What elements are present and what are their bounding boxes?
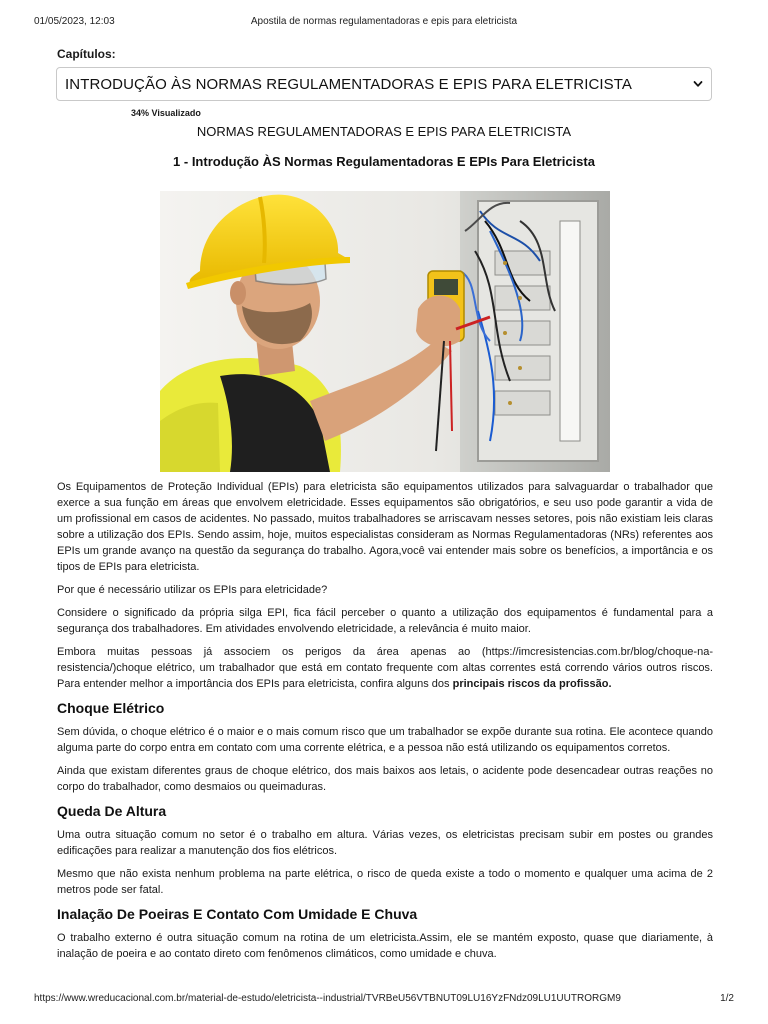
heading-queda-de-altura: Queda De Altura bbox=[57, 803, 167, 819]
paragraph-choque-1: Sem dúvida, o choque elétrico é o maior e o mais comum risco que um trabalhador se expõe durante sua rotina. Ele acontece quando alguma parte do corpo entra em contato com uma corrente elétrica, e a pessoa não está utilizando os equipamentos corretos. bbox=[57, 726, 713, 754]
print-footer bbox=[34, 993, 734, 1007]
paragraph-epi-meaning: Considere o significado da própria silga EPI, fica fácil perceber o quanto a utilização dos equipamentos é fundamental para a segurança dos trabalhadores. Em atividades envolvendo eletricidade, a relevância é muito maior. bbox=[57, 607, 713, 635]
article-content bbox=[57, 479, 713, 969]
lesson-title: 1 - Introdução ÀS Normas Regulamentadoras E EPIs Para Eletricista bbox=[173, 154, 595, 169]
main-risks-emphasis: principais riscos da profissão. bbox=[452, 678, 612, 690]
electrician-with-multimeter-image bbox=[160, 191, 610, 472]
chapter-select[interactable] bbox=[56, 67, 712, 101]
course-title: NORMAS REGULAMENTADORAS E EPIS PARA ELETRICISTA bbox=[196, 124, 572, 139]
chevron-down-icon bbox=[693, 79, 703, 89]
print-datetime: 01/05/2023, 12:03 bbox=[34, 16, 115, 27]
paragraph-risks-text: Embora muitas pessoas já associem os perigos da área apenas ao (https://imcresistencias.com.br/blog/choque-na-resistencia/)choque elétrico, um trabalhador que está em contato frequente com altas correntes está correndo vários outros riscos. Para entender melhor a importância dos EPIs para eletricista, confira alguns dos bbox=[57, 646, 713, 690]
paragraph-risks bbox=[57, 644, 713, 692]
print-url: https://www.wreducacional.com.br/material-de-estudo/eletricista--industrial/TVRBeU56VTBNUT09LU16YzFNdz09LU1UUTRORGM9 bbox=[34, 993, 621, 1004]
paragraph-choque-2: Ainda que existam diferentes graus de choque elétrico, dos mais baixos aos letais, o acidente pode desencadear outras reações no corpo do trabalhador, como desmaios ou queimaduras. bbox=[57, 765, 713, 793]
heading-inalacao: Inalação De Poeiras E Contato Com Umidade E Chuva bbox=[57, 906, 418, 922]
print-document-title: Apostila de normas regulamentadoras e epis para eletricista bbox=[250, 16, 518, 27]
paragraph-queda-2: Mesmo que não exista nenhum problema na parte elétrica, o risco de queda existe a todo o momento e qualquer uma acima de 2 metros pode ser fatal. bbox=[57, 868, 713, 896]
chapter-select-value: INTRODUÇÃO ÀS NORMAS REGULAMENTADORAS E EPIS PARA ELETRICISTA bbox=[65, 76, 633, 93]
paragraph-question: Por que é necessário utilizar os EPIs para eletricidade? bbox=[57, 584, 328, 596]
page-number: 1/2 bbox=[720, 993, 734, 1004]
chapters-label: Capítulos: bbox=[57, 47, 116, 61]
progress-text: 34% Visualizado bbox=[131, 108, 201, 118]
paragraph-queda-1: Uma outra situação comum no setor é o trabalho em altura. Várias vezes, os eletricistas precisam subir em postes ou grandes edificações para realizar a manutenção dos fios elétricos. bbox=[57, 829, 713, 857]
print-header bbox=[34, 16, 734, 30]
heading-choque-eletrico: Choque Elétrico bbox=[57, 700, 165, 716]
paragraph-intro: Os Equipamentos de Proteção Individual (EPIs) para eletricista são equipamentos utilizados para salvaguardar o trabalhador que exerce a sua função em áreas que envolvem eletricidade. Esses equipamentos são obrigatórios, e seu uso pode garantir a vida de um profissional em casos de acidentes. No passado, muitos trabalhadores se arriscavam nesses setores, pois não existiam leis claras sobre a utilização dos EPIs. Sendo assim, hoje, muitos especialistas consideram as Normas Regulamentadoras (NRs) referentes aos EPIs um grande avanço na questão da segurança do trabalho. Agora,você vai entender mais sobre os benefícios, a importância e os tipos de EPIs para eletricista. bbox=[57, 481, 713, 573]
paragraph-inalacao: O trabalho externo é outra situação comum na rotina de um eletricista.Assim, ele se mantém exposto, quase que diariamente, à inalação de poeira e ao contato direto com fenômenos climáticos, como umidade e chuva. bbox=[57, 932, 713, 960]
